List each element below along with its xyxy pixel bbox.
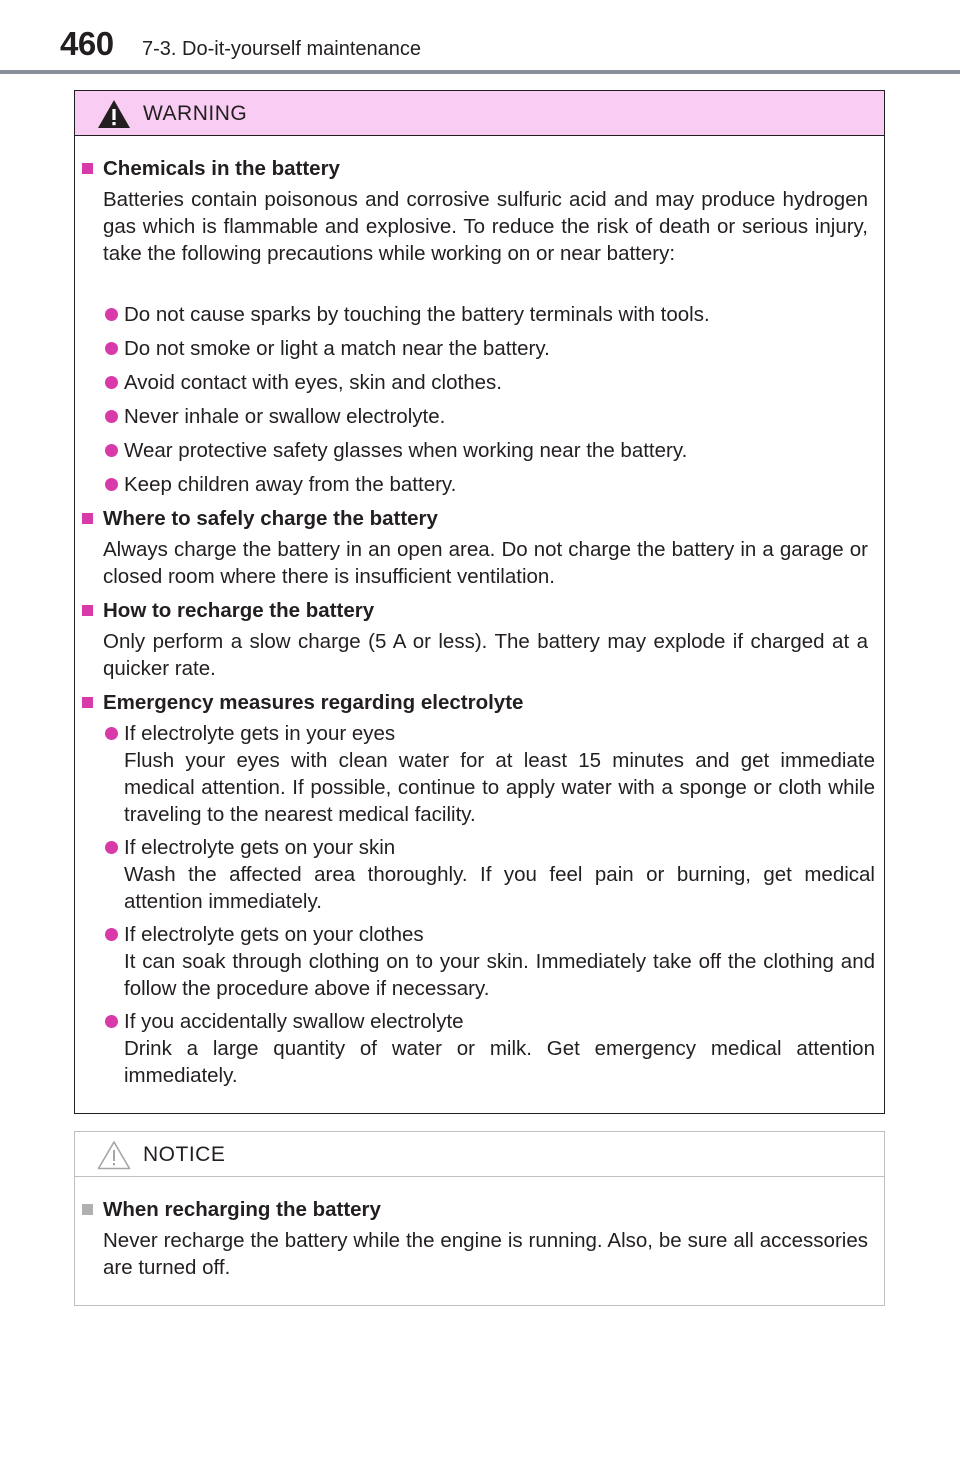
round-bullet-icon: [105, 342, 118, 355]
square-bullet-icon: [82, 605, 93, 616]
bullet-text: Keep children away from the battery.: [124, 473, 457, 496]
header-rule: [0, 70, 960, 74]
how-paragraph: Only perform a slow charge (5 A or less). The battery may explode if charged at a quicker rate.: [103, 630, 868, 680]
bullet-text: Do not cause sparks by touching the battery terminals with tools.: [124, 303, 710, 326]
warning-triangle-icon: [97, 99, 131, 129]
heading-text: Chemicals in the battery: [103, 157, 340, 180]
round-bullet-icon: [105, 727, 118, 740]
square-bullet-icon: [82, 697, 93, 708]
bullet-detail: Wash the affected area thoroughly. If you feel pain or burning, get medical attention immediately.: [124, 863, 875, 913]
bullet-title: If you accidentally swallow electrolyte: [124, 1010, 464, 1033]
bullet-text: Wear protective safety glasses when working near the battery.: [124, 439, 688, 462]
round-bullet-icon: [105, 928, 118, 941]
chemicals-paragraph: Batteries contain poisonous and corrosive sulfuric acid and may produce hydrogen gas which is flammable and explosive. To reduce the risk of death or serious injury, take the following precautions while working on or near battery:: [103, 188, 868, 265]
section-title: 7-3. Do-it-yourself maintenance: [142, 38, 422, 60]
warning-label: WARNING: [143, 102, 248, 125]
round-bullet-icon: [105, 444, 118, 457]
notice-triangle-icon: [97, 1140, 131, 1170]
heading-text: Where to safely charge the battery: [103, 507, 438, 530]
bullet-text: Do not smoke or light a match near the battery.: [124, 337, 550, 360]
square-bullet-icon: [82, 513, 93, 524]
round-bullet-icon: [105, 478, 118, 491]
bullet-detail: It can soak through clothing on to your skin. Immediately take off the clothing and follow the procedure above if necessary.: [124, 950, 875, 1000]
bullet-detail: Drink a large quantity of water or milk. Get emergency medical attention immediately.: [124, 1037, 875, 1087]
bullet-title: If electrolyte gets on your clothes: [124, 923, 424, 946]
round-bullet-icon: [105, 841, 118, 854]
square-bullet-icon: [82, 163, 93, 174]
where-paragraph: Always charge the battery in an open area. Do not charge the battery in a garage or closed room where there is insufficient ventilation.: [103, 538, 868, 588]
square-bullet-icon: [82, 1204, 93, 1215]
round-bullet-icon: [105, 1015, 118, 1028]
bullet-title: If electrolyte gets in your eyes: [124, 722, 396, 745]
bullet-text: Avoid contact with eyes, skin and clothes.: [124, 371, 502, 394]
round-bullet-icon: [105, 376, 118, 389]
notice-label: NOTICE: [143, 1143, 226, 1166]
page-header: [0, 0, 960, 76]
heading-text: Emergency measures regarding electrolyte: [103, 691, 524, 714]
bullet-text: Never inhale or swallow electrolyte.: [124, 405, 446, 428]
page-number: 460: [60, 25, 114, 62]
round-bullet-icon: [105, 410, 118, 423]
notice-header: [75, 1132, 884, 1177]
heading-text: When recharging the battery: [103, 1198, 381, 1221]
round-bullet-icon: [105, 308, 118, 321]
warning-header: [75, 91, 884, 136]
bullet-title: If electrolyte gets on your skin: [124, 836, 396, 859]
bullet-detail: Flush your eyes with clean water for at least 15 minutes and get immediate medical attention. If possible, continue to apply water with a sponge or cloth while traveling to the nearest medical facility.: [124, 749, 875, 826]
warning-box: [74, 90, 885, 1114]
recharging-paragraph: Never recharge the battery while the engine is running. Also, be sure all accessories are turned off.: [103, 1229, 868, 1279]
notice-box: [74, 1131, 885, 1306]
heading-text: How to recharge the battery: [103, 599, 375, 622]
